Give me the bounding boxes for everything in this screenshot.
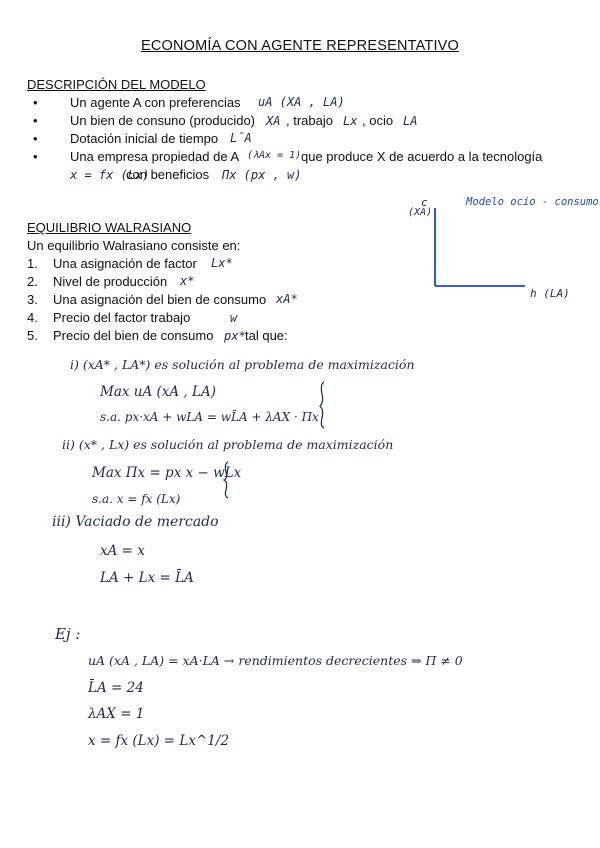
brace-icon	[222, 460, 238, 500]
eq-item-num: 5.	[27, 328, 38, 343]
hw-condition-i: i) (xA* , LA*) es solución al problema de maximización	[70, 357, 415, 372]
eq-item-1-hw: Lx*	[211, 256, 233, 270]
hw-i-max: Max uA (xA , LA)	[100, 384, 216, 400]
desc-line2-hw2: Πx (px , w)	[222, 168, 302, 182]
eq-item-5-hw: px*	[224, 329, 246, 343]
eq-item-num: 1.	[27, 256, 38, 271]
eq-item-num: 2.	[27, 274, 38, 289]
eq-item-num: 4.	[27, 310, 38, 325]
graph-ylabel-c: c	[421, 196, 428, 209]
desc-item-4-hw: (λAx = 1)	[247, 150, 302, 161]
hw-example-3: λAX = 1	[88, 706, 145, 722]
desc-item-3-text: Dotación inicial de tiempo	[70, 131, 219, 146]
eq-item-2-hw: x*	[180, 274, 195, 288]
hw-iii-a: xA = x	[100, 543, 145, 559]
hw-ii-st: s.a. x = fx (Lx)	[92, 492, 181, 506]
section-heading-equilibrio: EQUILIBRIO WALRASIANO	[27, 220, 192, 235]
bullet-dot: •	[33, 131, 38, 146]
hw-condition-ii: ii) (x* , Lx) es solución al problema de maximización	[62, 437, 394, 452]
hw-i-st: s.a. px·xA + wLA = wL̄A + λAX · Πx	[100, 410, 319, 424]
hw-condition-iii: iii) Vaciado de mercado	[52, 514, 219, 530]
graph-xlabel: h (LA)	[530, 287, 570, 300]
desc-item-2-hw3: LA	[403, 114, 418, 128]
eq-item-num: 3.	[27, 292, 38, 307]
bullet-dot: •	[33, 113, 38, 128]
desc-item-2-hw1: XA	[266, 114, 281, 128]
graph-caption: Modelo ocio - consumo	[466, 196, 599, 208]
page-title: ECONOMÍA CON AGENTE REPRESENTATIVO	[140, 38, 460, 54]
hw-example-label: Ej :	[55, 625, 81, 643]
graph-ylabel-xa: (XA)	[408, 207, 433, 218]
desc-item-4-text: Una empresa propiedad de A	[70, 149, 240, 164]
hw-ii-max: Max Πx = px x − wLx	[92, 465, 242, 481]
eq-item-3-text: Una asignación del bien de consumo	[53, 292, 267, 307]
eq-item-2-text: Nivel de producción	[53, 274, 168, 289]
desc-item-3-hw: L̄A	[230, 131, 252, 145]
ocio-consumo-axes	[425, 200, 535, 295]
desc-item-2-mid2: , ocio	[362, 113, 394, 128]
desc-line2-text: con beneficios	[126, 167, 210, 182]
desc-item-2-hw2: Lx	[343, 114, 358, 128]
eq-item-5-text2: tal que:	[245, 328, 288, 343]
desc-item-2-mid: , trabajo	[286, 113, 333, 128]
bullet-dot: •	[33, 95, 38, 110]
eq-item-4-hw: w	[230, 311, 238, 325]
desc-item-1-hw: uA (XA , LA)	[258, 95, 345, 109]
hw-example-2: L̄A = 24	[88, 680, 144, 696]
desc-item-4-text2: que produce X de acuerdo a la tecnología	[301, 149, 543, 164]
eq-item-4-text: Precio del factor trabajo	[53, 310, 191, 325]
bullet-dot: •	[33, 149, 38, 164]
section-heading-descripcion: DESCRIPCIÓN DEL MODELO	[27, 77, 206, 92]
hw-example-4: x = fx (Lx) = Lx^1/2	[88, 733, 230, 749]
desc-line2-hw1: x = fx (Lx)	[70, 168, 150, 182]
brace-icon	[318, 380, 338, 430]
hw-example-1: uA (xA , LA) = xA·LA → rendimientos decrecientes ⇒ Π ≠ 0	[88, 653, 463, 668]
eq-item-1-text: Una asignación de factor	[53, 256, 197, 271]
eq-item-3-hw: xA*	[276, 292, 298, 306]
desc-item-2-text: Un bien de consuno (producido)	[70, 113, 256, 128]
hw-iii-b: LA + Lx = L̄A	[100, 570, 194, 586]
equilibrio-intro: Un equilibrio Walrasiano consiste en:	[27, 238, 241, 253]
eq-item-5-text: Precio del bien de consumo	[53, 328, 214, 343]
desc-item-1-text: Un agente A con preferencias	[70, 95, 241, 110]
